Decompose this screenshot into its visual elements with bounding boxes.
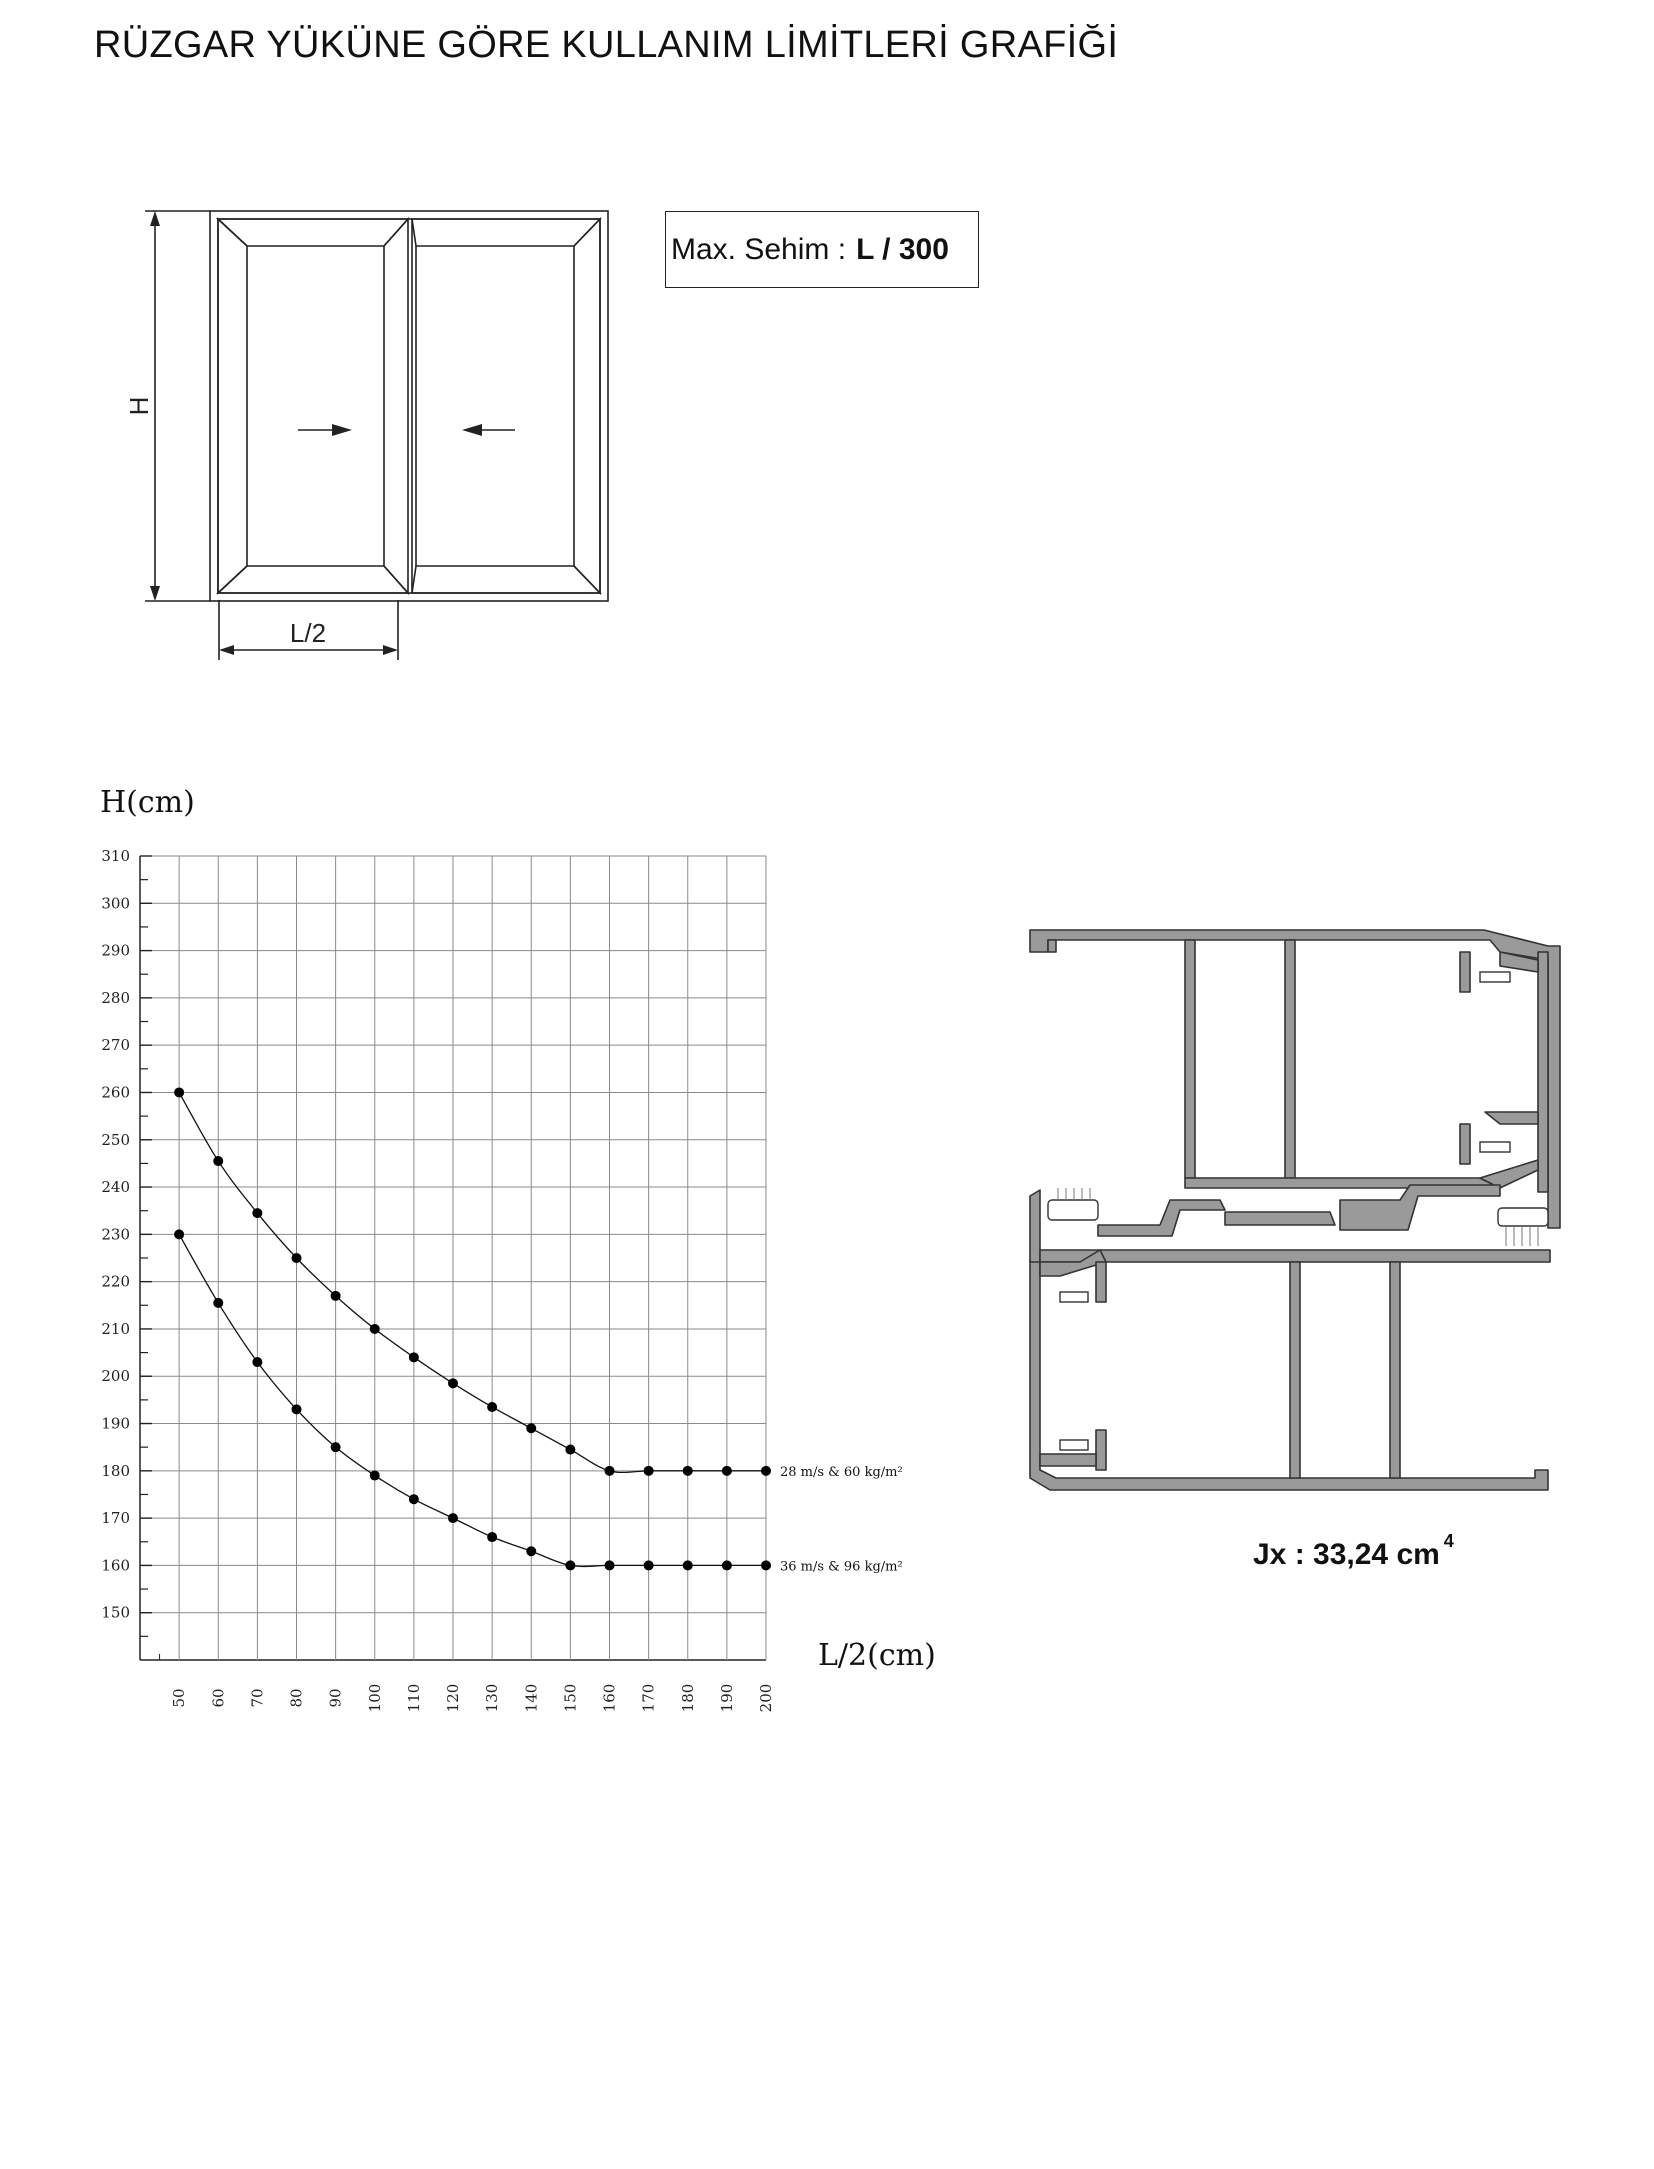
wind-load-limit-chart [80,770,980,1713]
x-tick-label: 140 [522,1683,541,1713]
y-tick-label: 310 [101,847,130,865]
data-point [292,1404,302,1414]
x-tick-label: 180 [678,1683,697,1713]
y-tick-label: 220 [101,1272,130,1291]
y-tick-label: 180 [101,1461,130,1480]
x-tick-label: 60 [209,1688,228,1708]
x-tick-label: 110 [404,1683,423,1713]
y-tick-label: 150 [101,1603,130,1622]
data-point [174,1087,184,1097]
x-tick-label: 170 [639,1683,658,1713]
data-point [722,1560,732,1570]
y-tick-label: 230 [101,1225,130,1244]
data-point [331,1291,341,1301]
data-point [252,1208,262,1218]
data-point [526,1546,536,1556]
y-tick-label: 240 [101,1178,130,1197]
inertia-value: Jx : 33,24 cm [1253,1538,1440,1571]
data-point [174,1229,184,1239]
height-dimension-label: H [124,396,154,416]
data-point [409,1352,419,1362]
y-tick-label: 290 [101,941,130,960]
slide-right-arrow-icon [332,424,352,436]
width-dimension-label: L/2 [289,618,327,648]
x-tick-label: 120 [444,1683,462,1713]
max-deflection-label: Max. Sehim : [671,232,847,266]
data-point [487,1402,497,1412]
x-tick-label: 50 [170,1688,189,1708]
series-line-1 [179,1092,766,1472]
chart-series [174,1087,903,1574]
series-line-2 [179,1234,766,1566]
y-tick-label: 250 [101,1130,130,1149]
dimension-arrow-icon [150,586,160,601]
x-tick-label: 150 [561,1683,580,1713]
x-tick-label: 190 [717,1683,736,1713]
y-tick-label: 260 [101,1083,130,1102]
data-point [213,1298,223,1308]
profile-cross-section [1020,920,1580,1510]
data-point [722,1466,732,1476]
chart-axis-ticks [101,847,775,1712]
chart-grid [140,856,766,1660]
y-tick-label: 160 [101,1556,130,1575]
y-tick-label: 210 [101,1319,130,1338]
data-point [565,1445,575,1455]
max-deflection-value: L / 300 [856,232,949,266]
data-point [292,1253,302,1263]
y-axis-label: H(cm) [100,785,195,820]
data-point [448,1378,458,1388]
data-point [526,1423,536,1433]
data-point [605,1466,615,1476]
data-point [683,1466,693,1476]
data-point [683,1560,693,1570]
y-tick-label: 270 [101,1036,130,1055]
dimension-arrow-icon [383,645,398,655]
data-point [448,1513,458,1523]
x-tick-label: 80 [287,1688,306,1708]
x-tick-label: 70 [248,1688,267,1708]
data-point [370,1471,380,1481]
dimension-arrow-icon [150,211,160,226]
y-tick-label: 170 [101,1509,130,1528]
x-tick-label: 200 [757,1683,775,1713]
data-point [644,1560,654,1570]
x-tick-label: 160 [600,1683,619,1713]
data-point [761,1466,771,1476]
moment-of-inertia-label [1253,1531,1454,1572]
dimension-arrow-icon [219,645,234,655]
data-point [487,1532,497,1542]
data-point [644,1466,654,1476]
window-elevation-drawing [124,195,630,675]
data-point [761,1560,771,1570]
data-point [370,1324,380,1334]
data-point [565,1560,575,1570]
y-tick-label: 280 [101,988,130,1007]
y-tick-label: 190 [101,1414,130,1433]
x-tick-label: 90 [326,1688,345,1708]
slide-left-arrow-icon [462,424,482,436]
page-title: RÜZGAR YÜKÜNE GÖRE KULLANIM LİMİTLERİ GRAFİĞİ [94,24,1119,66]
data-point [409,1494,419,1504]
data-point [252,1357,262,1367]
data-point [213,1156,223,1166]
x-tick-label: 130 [483,1683,502,1713]
x-tick-label: 100 [365,1683,384,1713]
inertia-exponent: 4 [1443,1531,1454,1551]
data-point [331,1442,341,1452]
data-point [605,1560,615,1570]
series-label: 28 m/s & 60 kg/m² [780,1464,903,1480]
series-label: 36 m/s & 96 kg/m² [780,1559,903,1575]
y-tick-label: 300 [101,894,130,913]
x-axis-label: L/2(cm) [818,1638,936,1673]
max-deflection-box [665,211,979,288]
y-tick-label: 200 [101,1367,130,1386]
